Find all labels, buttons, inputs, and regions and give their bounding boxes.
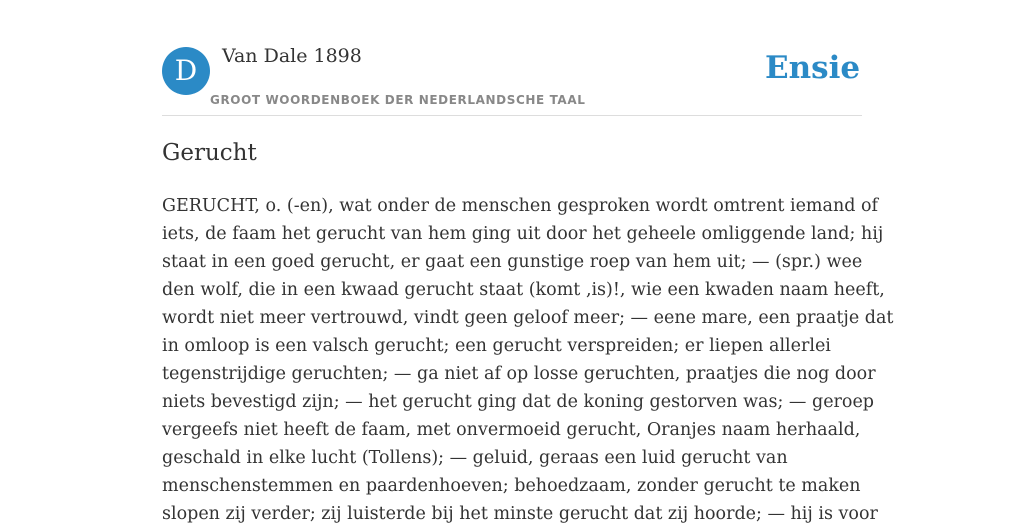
dictionary-title[interactable]: Van Dale 1898: [222, 45, 362, 67]
dictionary-logo[interactable]: D: [162, 47, 210, 95]
entry-line: in omloop is een valsch gerucht; een gerucht verspreiden; er liepen allerlei: [162, 336, 831, 356]
entry-line: iets, de faam het gerucht van hem ging uit door het geheele omliggende land; hij: [162, 224, 884, 244]
header-divider: [162, 115, 862, 116]
entry-line: wordt niet meer vertrouwd, vindt geen geloof meer; — eene mare, een praatje dat: [162, 308, 894, 328]
entry-line: staat in een goed gerucht, er gaat een gunstige roep van hem uit; — (spr.) wee: [162, 252, 863, 272]
entry-line: niets bevestigd zijn; — het gerucht ging dat de koning gestorven was; — geroep: [162, 392, 875, 412]
entry-line: GERUCHT, o. (-en), wat onder de menschen gesproken wordt omtrent iemand of: [162, 196, 879, 216]
dictionary-subtitle: GROOT WOORDENBOEK DER NEDERLANDSCHE TAAL: [210, 93, 586, 107]
brand-logo[interactable]: Ensie: [765, 50, 861, 86]
entry-line: geschald in elke lucht (Tollens); — geluid, geraas een luid gerucht van: [162, 448, 788, 468]
entry-line: den wolf, die in een kwaad gerucht staat (komt ‚is)!, wie een kwaden naam heeft,: [162, 280, 885, 300]
entry-line: vergeefs niet heeft de faam, met onvermoeid gerucht, Oranjes naam herhaald,: [162, 420, 861, 440]
entry-body: [162, 192, 894, 528]
entry-line: tegenstrijdige geruchten; — ga niet af op losse geruchten, praatjes die nog door: [162, 364, 876, 384]
entry-line: slopen zij verder; zij luisterde bij het minste gerucht dat zij hoorde; — hij is voor: [162, 504, 878, 524]
entry-title: Gerucht: [162, 140, 257, 166]
entry-line: menschenstemmen en paardenhoeven; behoedzaam, zonder gerucht te maken: [162, 476, 861, 496]
